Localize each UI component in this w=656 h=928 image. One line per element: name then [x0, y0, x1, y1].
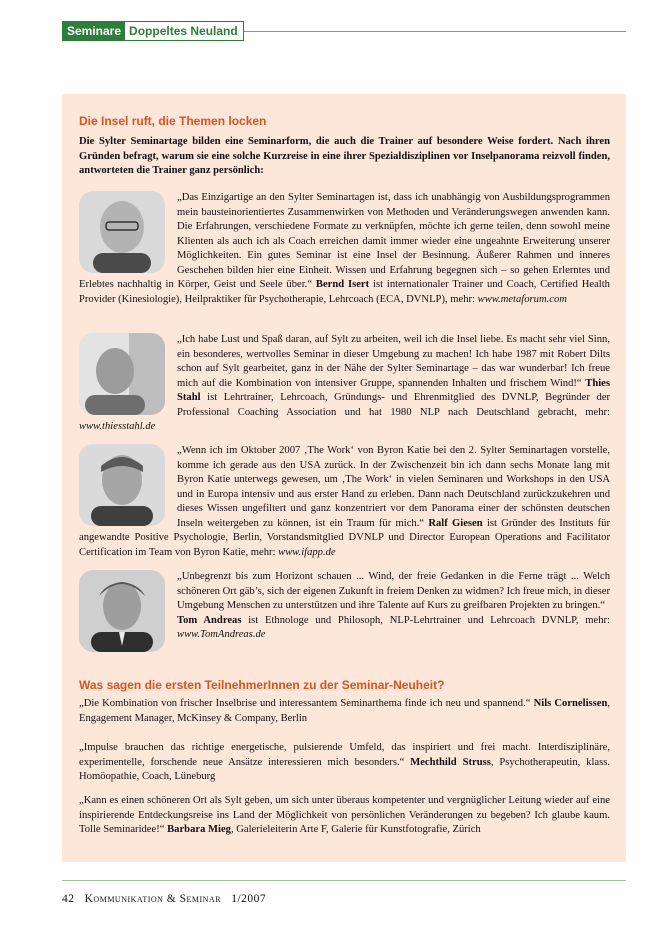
page-footer	[62, 880, 626, 905]
footer-line	[62, 893, 266, 905]
trainer-quote: „Das Einzigartige an den Sylter Seminartagen ist, dass ich unabhängig von Ausbildungsprogrammen mein bausteinorientiertes Zusammenwirken von Methoden und Veränderungswegen anwenden kann. Die Erfahrungen, verschiedene Formate zu verknüpfen, möchte ich gerne teilen, denn sowohl meine Klienten als auch ich als Coach erreichen damit immer wieder eine ungeahnte Erweiterung unserer Möglichkeiten. Ein gutes Seminar ist eine Insel der Besinnung. Äußerer Rahmen und inneres Geschehen bilden hier eine Einheit. Wissen und Erfahrung begegnen sich – so gehen Erlerntes und Erlebtes nachhaltig in Körper, Geist und Seele über.“	[79, 192, 610, 290]
trainer-bio: ist Gründer des Instituts für angewandte Positive Psychologie, Berlin, Vorstandsmitglied DVNLP und Director European Operations and Facilitator Certification im Team von Byron Katie, mehr:	[79, 517, 610, 558]
page-number: 42	[62, 893, 75, 905]
trainer-name: Bernd Isert	[315, 279, 370, 290]
portrait-photo	[79, 191, 165, 273]
section-label: Seminare	[63, 22, 125, 40]
article-panel	[62, 94, 626, 862]
trainer-bio: ist Ethnologe und Philosoph, NLP-Lehrtrainer und Lehrcoach DVNLP, mehr:	[248, 614, 610, 626]
portrait-photo	[79, 444, 165, 526]
feedback-role: , Engagement Manager, McKinsey & Company, Berlin	[79, 698, 611, 724]
section-title: Doppeltes Neuland	[129, 24, 238, 38]
trainer-url[interactable]: www.metaforum.com	[477, 293, 567, 305]
feedback-text: „Kann es einen schöneren Ort als Sylt geben, um sich unter überaus kompetenter und vergnüglicher Leitung wieder auf eine inspirierende Entdeckungsreise ins Land der Möglichkeit von persönlichen Veränderungen zu begeben? Ich glaube kaum. Tolle Seminaridee!“	[79, 795, 610, 835]
feedback-name: Nils Cornelissen	[533, 698, 608, 709]
trainer-entry	[79, 191, 610, 307]
trainer-entry	[79, 570, 610, 656]
trainer-quote: „Unbegrenzt bis zum Horizont schauen ... Wind, der freie Gedanken in die Ferne trägt ... Welch schöneren Ort gäb’s, sich der eigenen Zukunft in freiem Denken zu widmen? Ich freue mich, in dieser Umgebung Menschen zu unterstützen und ihre Talente auf Kurs zu greifbaren Projekten zu bringen.“	[177, 571, 610, 611]
feedback-quote	[79, 741, 610, 785]
feedback-role: , Psychotherapeutin, klass. Homöopathie, Coach, Lüneburg	[79, 756, 610, 782]
portrait-photo	[79, 333, 165, 415]
magazine-name: Kommunikation & Seminar	[84, 893, 222, 905]
feedback-heading: Was sagen die ersten TeilnehmerInnen zu der Seminar-Neuheit?	[79, 678, 445, 692]
portrait-photo	[79, 570, 165, 652]
feedback-text: „Impulse brauchen das richtige energetische, pulsierende Umfeld, das inspiriert und frei macht. Interdisziplinäre, experimentelle, forschende neue Ansätze interessieren mich besonders.“	[79, 742, 610, 768]
trainer-bio: ist Lehrtrainer, Lehrcoach, Gründungs- und Ehrenmitglied des DVNLP, Begründer der Professional Coaching Association und hat 1980 NLP nach Deutschland gebracht, mehr:	[177, 392, 611, 418]
trainer-quote: „Ich habe Lust und Spaß daran, auf Sylt zu arbeiten, weil ich die Insel liebe. Es macht sehr viel Sinn, ein besonderes, wertvolles Seminar in dieser Umgebung zu machen! Ich habe 1987 mit Robert Dilts schon auf Sylt gearbeitet, ganz in der Nähe der Sylter Seminartage – das war wunderbar! Ich freue mich auf die Kombination von intensiver Gruppe, spannenden Inhalten und frischem Wind!“	[177, 334, 610, 389]
feedback-name: Barbara Mieg	[167, 824, 231, 835]
trainer-url[interactable]: www.ifapp.de	[278, 546, 336, 558]
trainer-url[interactable]: www.TomAndreas.de	[177, 629, 266, 640]
trainer-entry	[79, 333, 610, 435]
section-tag	[62, 21, 244, 41]
feedback-text: „Die Kombination von frischer Inselbrise und interessantem Seminarthema finde ich neu und spannend.“	[79, 698, 531, 709]
trainer-name: Thies Stahl	[177, 377, 610, 403]
page-header	[62, 21, 626, 41]
trainer-name: Tom Andreas	[177, 614, 242, 626]
issue-number: 1/2007	[231, 893, 267, 905]
trainer-quote: „Wenn ich im Oktober 2007 ‚The Work‘ von Byron Katie bei den 2. Sylter Seminartagen vorstelle, komme ich gerade aus den USA zurück. In der Zwischenzeit bin ich dann sechs Monate lang mit Byron Katie unterwegs gewesen, um ‚The Work‘ in vielen Seminaren und Workshops in den USA und in Europa intensiv und aus erster Hand zu erleben. Dann nach Deutschland zurückzukehren und dieses Wissen ungefiltert und ganz konzentriert vor dem Panorama einer der schönsten deutschen Inseln weitergeben zu können, ist ein Traum für mich.“	[177, 445, 610, 529]
feedback-name: Mechthild Struss	[410, 756, 491, 768]
trainer-name: Ralf Giesen	[428, 517, 483, 529]
trainer-bio: ist internationaler Trainer und Coach, Certified Health Provider (Kinesiologie), Heilpraktiker für Psychotherapie, Lehrcoach (ECA, DVNLP), mehr:	[79, 279, 610, 305]
trainer-entry	[79, 444, 610, 560]
feedback-quote	[79, 794, 610, 838]
article-intro: Die Sylter Seminartage bilden eine Seminarform, die auch die Trainer auf besondere Weise fordert. Nach ihren Gründen befragt, warum sie eine solche Kurzreise in eine ihrer Spezialdisziplinen vor Inselpanorama reizvoll finden, antworteten die Trainer ganz persönlich:	[79, 136, 610, 176]
feedback-quote	[79, 697, 610, 726]
feedback-role: , Galerieleiterin Arte F, Galerie für Kunstfotografie, Zürich	[230, 824, 481, 835]
article-heading: Die Insel ruft, die Themen locken	[79, 114, 267, 128]
trainer-url[interactable]: www.thiesstahl.de	[79, 421, 156, 432]
